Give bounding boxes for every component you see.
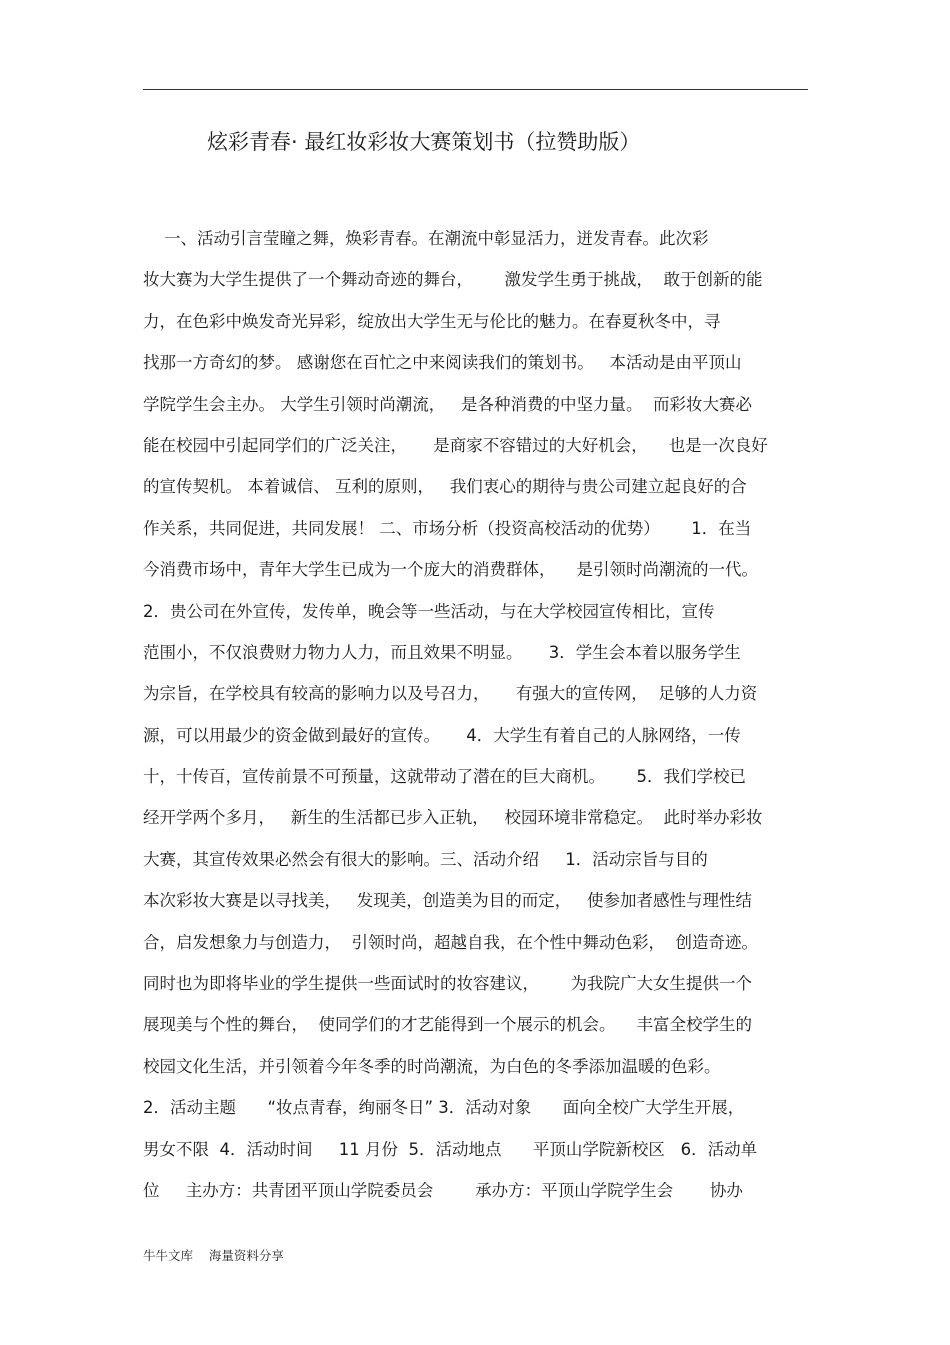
body-line: 十，十传百，宣传前景不可预量，这就带动了潜在的巨大商机。 5．我们学校已 <box>143 767 746 787</box>
body-line: 本次彩妆大赛是以寻找美， 发现美，创造美为目的而定， 使参加者感性与理性结 <box>143 891 752 911</box>
body-line: 2．贵公司在外宣传，发传单，晚会等一些活动，与在大学校园宣传相比，宣传 <box>143 601 715 621</box>
body-line: 作关系，共同促进，共同发展！ 二、市场分析（投资高校活动的优势） 1．在当 <box>143 518 752 538</box>
body-line: 力，在色彩中焕发奇光异彩，绽放出大学生无与伦比的魅力。在春夏秋冬中，寻 <box>143 311 721 331</box>
body-line: 今消费市场中，青年大学生已成为一个庞大的消费群体， 是引领时尚潮流的一代。 <box>143 560 758 580</box>
body-line: 妆大赛为大学生提供了一个舞动奇迹的舞台， 激发学生勇于挑战， 敢于创新的能 <box>143 270 763 290</box>
page-footer: 牛牛文库 海量资料分享 <box>143 1248 284 1263</box>
body-line: 经开学两个多月， 新生的生活都已步入正轨， 校园环境非常稳定。 此时举办彩妆 <box>143 808 763 828</box>
body-line: 大赛，其宣传效果必然会有很大的影响。三、活动介绍 1．活动宗旨与目的 <box>143 849 708 869</box>
body-line: 能在校园中引起同学们的广泛关注， 是商家不容错过的大好机会， 也是一次良好 <box>143 435 768 455</box>
body-line: 男女不限 4．活动时间 11 月份 5．活动地点 平顶山学院新校区 6．活动单 <box>143 1139 758 1159</box>
body-line: 校园文化生活，并引领着今年冬季的时尚潮流，为白色的冬季添加温暖的色彩。 <box>143 1056 721 1076</box>
body-line: 2．活动主题 “妆点青春，绚丽冬日” 3．活动对象 面向全校广大学生开展， <box>143 1098 745 1118</box>
body-line: 展现美与个性的舞台， 使同学们的才艺能得到一个展示的机会。 丰富全校学生的 <box>143 1015 752 1035</box>
body-line: 一、活动引言莹瞳之舞，焕彩青春。在潮流中彰显活力，迸发青春。此次彩 <box>143 229 709 248</box>
body-line: 的宣传契机。 本着诚信、 互利的原则， 我们衷心的期待与贵公司建立起良好的合 <box>143 477 747 497</box>
body-line: 为宗旨，在学校具有较高的影响力以及号召力， 有强大的宣传网， 足够的人力资 <box>143 684 758 704</box>
header-divider <box>143 89 808 90</box>
document-body <box>143 226 808 1219</box>
body-line: 范围小，不仅浪费财力物力人力，而且效果不明显。 3．学生会本着以服务学生 <box>143 642 741 662</box>
body-line: 位 主办方：共青团平顶山学院委员会 承办方：平顶山学院学生会 协办 <box>143 1180 743 1200</box>
body-line: 合，启发想象力与创造力， 引领时尚，超越自我，在个性中舞动色彩， 创造奇迹。 <box>143 932 758 952</box>
body-line: 找那一方奇幻的梦。 感谢您在百忙之中来阅读我们的策划书。 本活动是由平顶山 <box>143 353 742 373</box>
body-line: 源，可以用最少的资金做到最好的宣传。 4．大学生有着自己的人脉网络，一传 <box>143 725 741 745</box>
document-title: 炫彩青春· 最红妆彩妆大赛策划书（拉赞助版） <box>207 130 641 154</box>
body-line: 学院学生会主办。 大学生引领时尚潮流， 是各种消费的中坚力量。 而彩妆大赛必 <box>143 394 752 414</box>
body-line: 同时也为即将毕业的学生提供一些面试时的妆容建议， 为我院广大女生提供一个 <box>143 974 752 994</box>
